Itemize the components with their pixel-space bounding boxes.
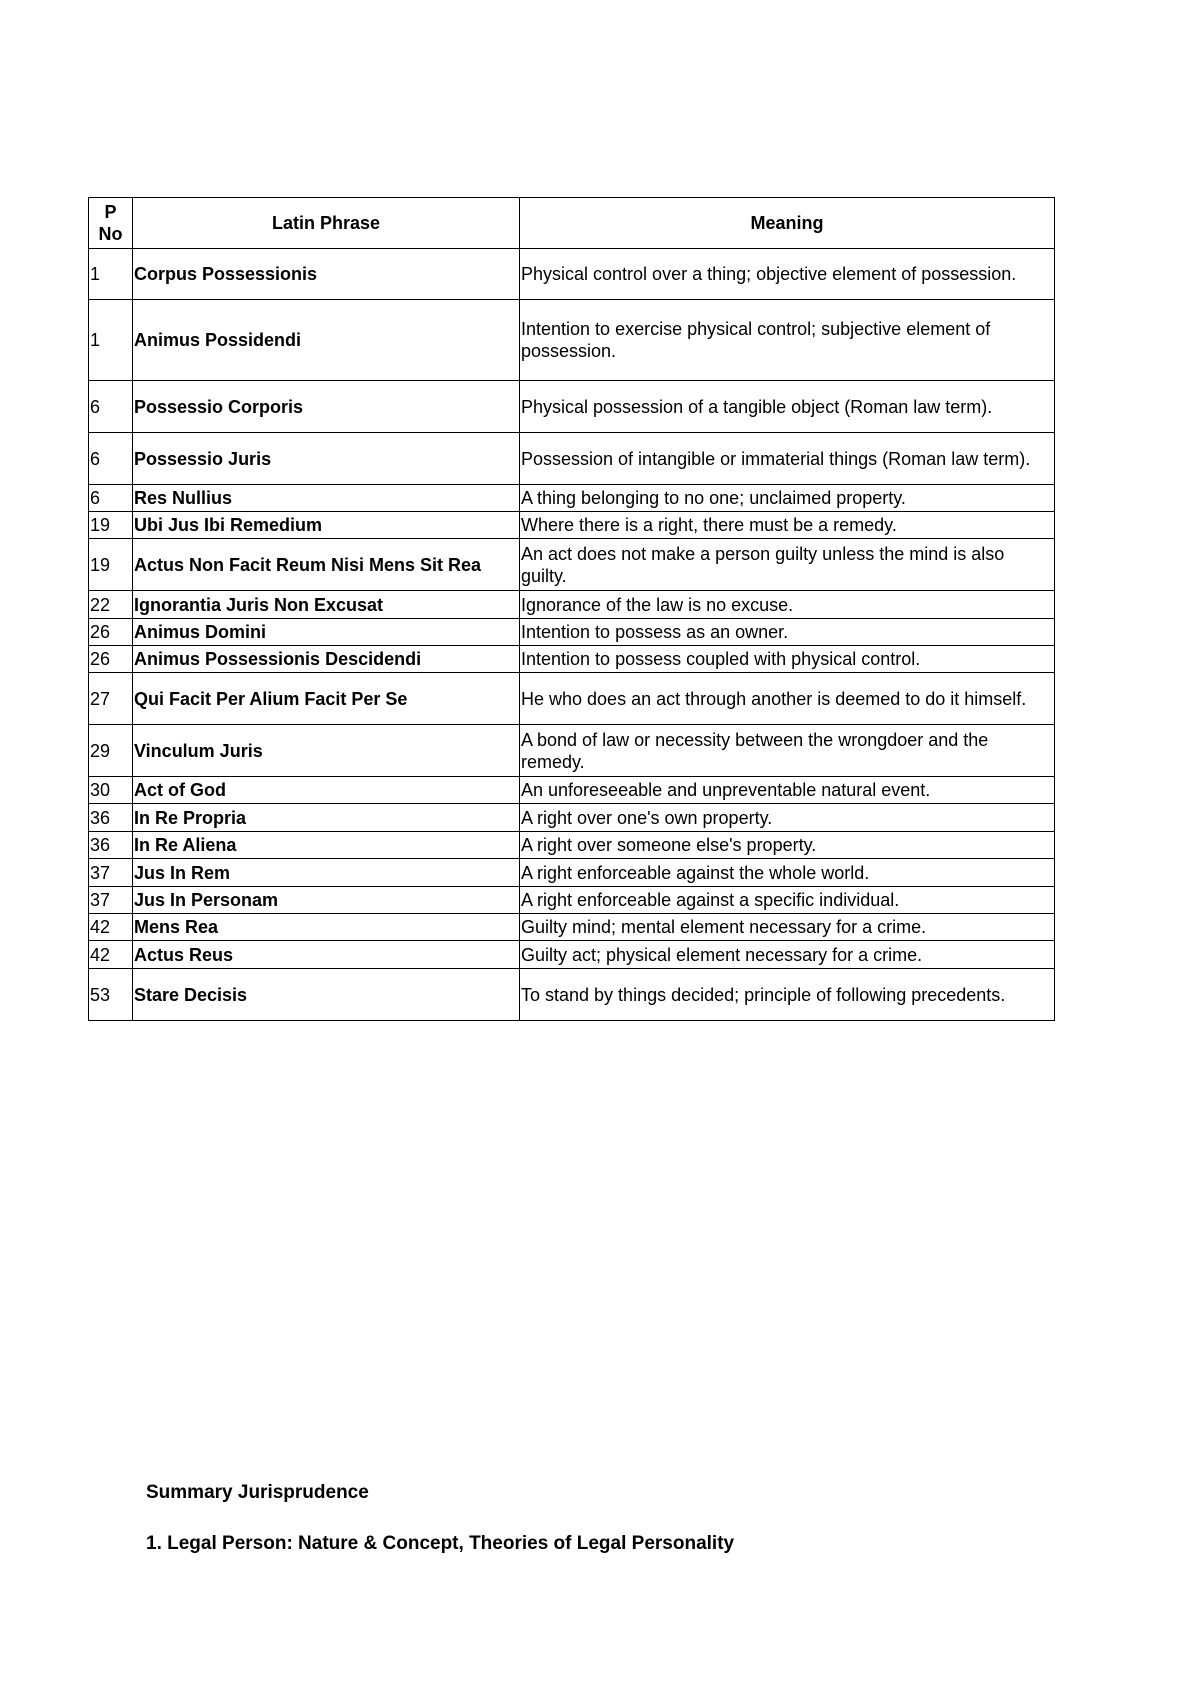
header-meaning: Meaning xyxy=(520,198,1055,249)
table-row xyxy=(89,941,1055,969)
row-meaning: Guilty act; physical element necessary for a crime. xyxy=(520,941,1055,969)
row-latin-phrase: Jus In Personam xyxy=(133,887,520,914)
row-latin-phrase: Act of God xyxy=(133,777,520,804)
row-page-no: 29 xyxy=(89,725,133,777)
table-row xyxy=(89,804,1055,832)
table-row xyxy=(89,512,1055,539)
table-row xyxy=(89,859,1055,887)
header-latin-phrase: Latin Phrase xyxy=(133,198,520,249)
row-latin-phrase: Vinculum Juris xyxy=(133,725,520,777)
row-meaning: Ignorance of the law is no excuse. xyxy=(520,591,1055,619)
row-latin-phrase: Actus Non Facit Reum Nisi Mens Sit Rea xyxy=(133,539,520,591)
row-page-no: 42 xyxy=(89,941,133,969)
table-row xyxy=(89,969,1055,1021)
row-page-no: 30 xyxy=(89,777,133,804)
row-meaning: Intention to possess coupled with physical control. xyxy=(520,646,1055,673)
table-row xyxy=(89,249,1055,300)
row-page-no: 42 xyxy=(89,914,133,941)
table-row xyxy=(89,832,1055,859)
row-page-no: 6 xyxy=(89,381,133,433)
table-row xyxy=(89,646,1055,673)
row-page-no: 19 xyxy=(89,539,133,591)
row-meaning: A right over someone else's property. xyxy=(520,832,1055,859)
row-page-no: 37 xyxy=(89,887,133,914)
table-row xyxy=(89,619,1055,646)
row-page-no: 36 xyxy=(89,832,133,859)
row-meaning: Possession of intangible or immaterial things (Roman law term). xyxy=(520,433,1055,485)
row-latin-phrase: Possessio Juris xyxy=(133,433,520,485)
row-page-no: 36 xyxy=(89,804,133,832)
row-meaning: He who does an act through another is deemed to do it himself. xyxy=(520,673,1055,725)
row-latin-phrase: Possessio Corporis xyxy=(133,381,520,433)
row-page-no: 1 xyxy=(89,249,133,300)
table-row xyxy=(89,381,1055,433)
table-row xyxy=(89,300,1055,381)
row-meaning: A right enforceable against a specific individual. xyxy=(520,887,1055,914)
table-row xyxy=(89,673,1055,725)
table-row xyxy=(89,433,1055,485)
row-latin-phrase: Actus Reus xyxy=(133,941,520,969)
latin-phrases-table xyxy=(88,197,1055,1021)
row-latin-phrase: Qui Facit Per Alium Facit Per Se xyxy=(133,673,520,725)
row-latin-phrase: Stare Decisis xyxy=(133,969,520,1021)
row-page-no: 26 xyxy=(89,646,133,673)
row-page-no: 53 xyxy=(89,969,133,1021)
summary-title: Summary Jurisprudence xyxy=(146,1482,369,1503)
row-meaning: A bond of law or necessity between the wrongdoer and the remedy. xyxy=(520,725,1055,777)
row-page-no: 19 xyxy=(89,512,133,539)
header-no: P No xyxy=(89,198,133,249)
row-meaning: Intention to exercise physical control; subjective element of possession. xyxy=(520,300,1055,381)
row-meaning: An unforeseeable and unpreventable natural event. xyxy=(520,777,1055,804)
row-page-no: 1 xyxy=(89,300,133,381)
row-latin-phrase: In Re Propria xyxy=(133,804,520,832)
row-latin-phrase: In Re Aliena xyxy=(133,832,520,859)
row-meaning: An act does not make a person guilty unless the mind is also guilty. xyxy=(520,539,1055,591)
row-meaning: A right enforceable against the whole world. xyxy=(520,859,1055,887)
row-meaning: Where there is a right, there must be a remedy. xyxy=(520,512,1055,539)
table-row xyxy=(89,485,1055,512)
row-page-no: 6 xyxy=(89,433,133,485)
row-page-no: 22 xyxy=(89,591,133,619)
table-row xyxy=(89,591,1055,619)
row-page-no: 27 xyxy=(89,673,133,725)
row-latin-phrase: Animus Possessionis Descidendi xyxy=(133,646,520,673)
row-latin-phrase: Ubi Jus Ibi Remedium xyxy=(133,512,520,539)
row-latin-phrase: Corpus Possessionis xyxy=(133,249,520,300)
table-row xyxy=(89,914,1055,941)
table-header-row xyxy=(89,198,1055,249)
row-meaning: Guilty mind; mental element necessary for a crime. xyxy=(520,914,1055,941)
row-meaning: Physical control over a thing; objective element of possession. xyxy=(520,249,1055,300)
row-latin-phrase: Ignorantia Juris Non Excusat xyxy=(133,591,520,619)
table-row xyxy=(89,539,1055,591)
row-page-no: 6 xyxy=(89,485,133,512)
row-meaning: Physical possession of a tangible object (Roman law term). xyxy=(520,381,1055,433)
table-row xyxy=(89,725,1055,777)
row-latin-phrase: Animus Domini xyxy=(133,619,520,646)
row-latin-phrase: Animus Possidendi xyxy=(133,300,520,381)
table-body xyxy=(89,249,1055,1021)
table-header xyxy=(89,198,1055,249)
row-meaning: A thing belonging to no one; unclaimed property. xyxy=(520,485,1055,512)
row-meaning: To stand by things decided; principle of following precedents. xyxy=(520,969,1055,1021)
table-row xyxy=(89,777,1055,804)
row-meaning: Intention to possess as an owner. xyxy=(520,619,1055,646)
row-latin-phrase: Jus In Rem xyxy=(133,859,520,887)
table-row xyxy=(89,887,1055,914)
row-meaning: A right over one's own property. xyxy=(520,804,1055,832)
row-page-no: 37 xyxy=(89,859,133,887)
summary-heading: 1. Legal Person: Nature & Concept, Theories of Legal Personality xyxy=(146,1533,735,1554)
row-page-no: 26 xyxy=(89,619,133,646)
row-latin-phrase: Res Nullius xyxy=(133,485,520,512)
row-latin-phrase: Mens Rea xyxy=(133,914,520,941)
